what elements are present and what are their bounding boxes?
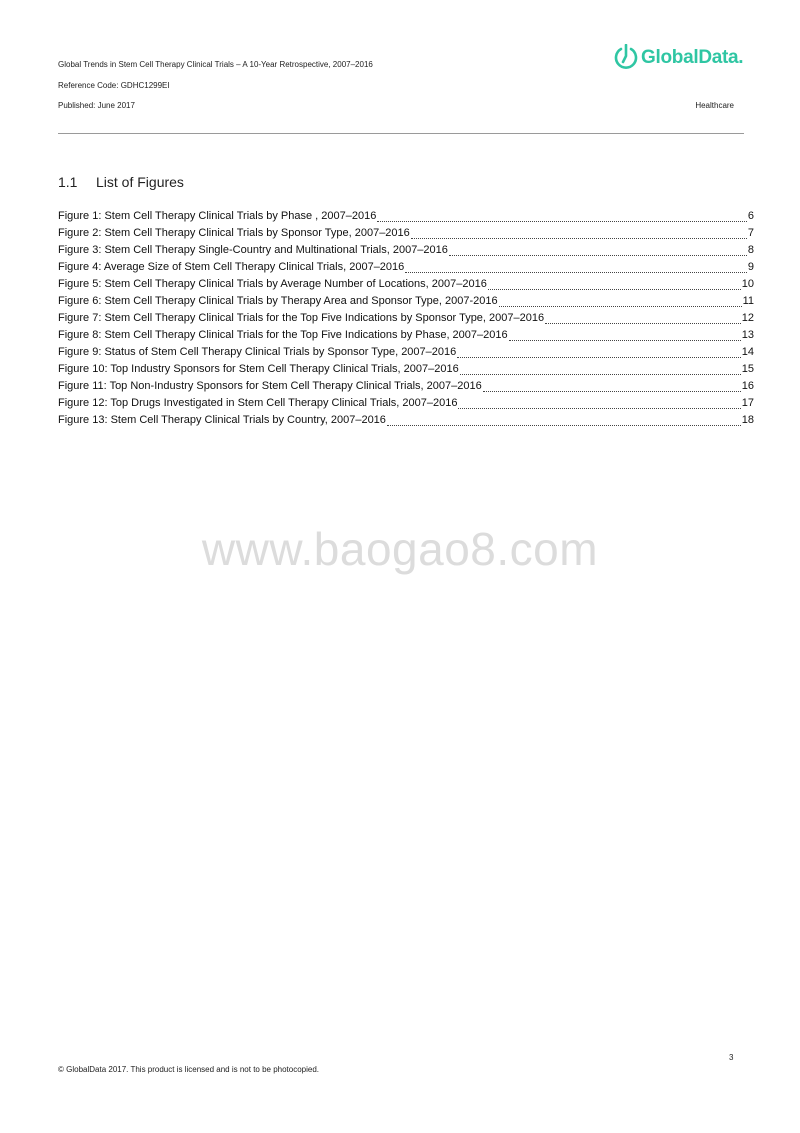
toc-leader-dots	[449, 255, 747, 256]
toc-leader-dots	[488, 289, 741, 290]
section-title: List of Figures	[96, 174, 184, 190]
toc-leader-dots	[545, 323, 741, 324]
toc-entry-title: Figure 11: Top Non-Industry Sponsors for Stem Cell Therapy Clinical Trials, 2007–2016	[58, 380, 482, 392]
toc-entry-title: Figure 9: Status of Stem Cell Therapy Clinical Trials by Sponsor Type, 2007–2016	[58, 346, 457, 358]
watermark: www.baogao8.com	[201, 523, 599, 575]
toc-entry[interactable]	[58, 414, 754, 431]
toc-entry-page: 10	[741, 278, 754, 290]
page-number: 3	[729, 1053, 734, 1062]
toc-leader-dots	[405, 272, 747, 273]
toc-entry-title: Figure 1: Stem Cell Therapy Clinical Trials by Phase , 2007–2016	[58, 210, 377, 222]
toc-entry[interactable]	[58, 329, 754, 346]
toc-entry-page: 16	[741, 380, 754, 392]
toc-entry[interactable]	[58, 363, 754, 380]
published-date: Published: June 2017	[58, 101, 135, 110]
toc-entry-title: Figure 12: Top Drugs Investigated in Stem Cell Therapy Clinical Trials, 2007–2016	[58, 397, 458, 409]
toc-entry-title: Figure 7: Stem Cell Therapy Clinical Trials for the Top Five Indications by Sponsor Type, 2007–2016	[58, 312, 545, 324]
toc-entry-title: Figure 2: Stem Cell Therapy Clinical Trials by Sponsor Type, 2007–2016	[58, 227, 410, 239]
list-of-figures	[58, 210, 754, 431]
section-heading	[58, 174, 184, 190]
toc-entry[interactable]	[58, 346, 754, 363]
globaldata-logo	[614, 44, 749, 72]
toc-entry[interactable]	[58, 210, 754, 227]
toc-entry[interactable]	[58, 380, 754, 397]
toc-leader-dots	[377, 221, 747, 222]
toc-leader-dots	[411, 238, 747, 239]
toc-entry-page: 13	[741, 329, 754, 341]
toc-entry-page: 8	[747, 244, 754, 256]
toc-entry[interactable]	[58, 261, 754, 278]
toc-entry[interactable]	[58, 227, 754, 244]
toc-entry-page: 15	[741, 363, 754, 375]
toc-entry-page: 17	[741, 397, 754, 409]
document-title: Global Trends in Stem Cell Therapy Clinical Trials – A 10-Year Retrospective, 2007–2016	[58, 60, 373, 69]
toc-entry-page: 9	[747, 261, 754, 273]
reference-code: Reference Code: GDHC1299EI	[58, 81, 170, 90]
toc-leader-dots	[457, 357, 740, 358]
toc-entry-title: Figure 10: Top Industry Sponsors for Stem Cell Therapy Clinical Trials, 2007–2016	[58, 363, 459, 375]
toc-entry-page: 18	[741, 414, 754, 426]
toc-entry-title: Figure 4: Average Size of Stem Cell Therapy Clinical Trials, 2007–2016	[58, 261, 405, 273]
toc-entry-page: 12	[741, 312, 754, 324]
header-divider	[58, 133, 744, 134]
toc-leader-dots	[483, 391, 741, 392]
toc-entry[interactable]	[58, 295, 754, 312]
toc-entry[interactable]	[58, 244, 754, 261]
toc-entry[interactable]	[58, 397, 754, 414]
toc-entry-page: 6	[747, 210, 754, 222]
globaldata-logo-icon	[614, 44, 638, 72]
toc-leader-dots	[509, 340, 741, 341]
toc-entry-page: 7	[747, 227, 754, 239]
toc-entry-page: 11	[742, 295, 754, 307]
toc-entry[interactable]	[58, 278, 754, 295]
toc-leader-dots	[499, 306, 742, 307]
toc-leader-dots	[460, 374, 741, 375]
toc-entry-page: 14	[741, 346, 754, 358]
toc-entry-title: Figure 5: Stem Cell Therapy Clinical Trials by Average Number of Locations, 2007–2016	[58, 278, 487, 290]
toc-entry-title: Figure 3: Stem Cell Therapy Single-Country and Multinational Trials, 2007–2016	[58, 244, 448, 256]
toc-leader-dots	[387, 425, 741, 426]
section-number: 1.1	[58, 174, 78, 190]
toc-entry-title: Figure 8: Stem Cell Therapy Clinical Trials for the Top Five Indications by Phase, 2007–2016	[58, 329, 508, 341]
toc-entry-title: Figure 6: Stem Cell Therapy Clinical Trials by Therapy Area and Sponsor Type, 2007-2016	[58, 295, 498, 307]
toc-leader-dots	[458, 408, 740, 409]
toc-entry-title: Figure 13: Stem Cell Therapy Clinical Trials by Country, 2007–2016	[58, 414, 386, 426]
category-label: Healthcare	[695, 101, 734, 110]
logo-wordmark: GlobalData.	[641, 47, 744, 68]
copyright-notice: © GlobalData 2017. This product is licensed and is not to be photocopied.	[58, 1065, 320, 1074]
toc-entry[interactable]	[58, 312, 754, 329]
